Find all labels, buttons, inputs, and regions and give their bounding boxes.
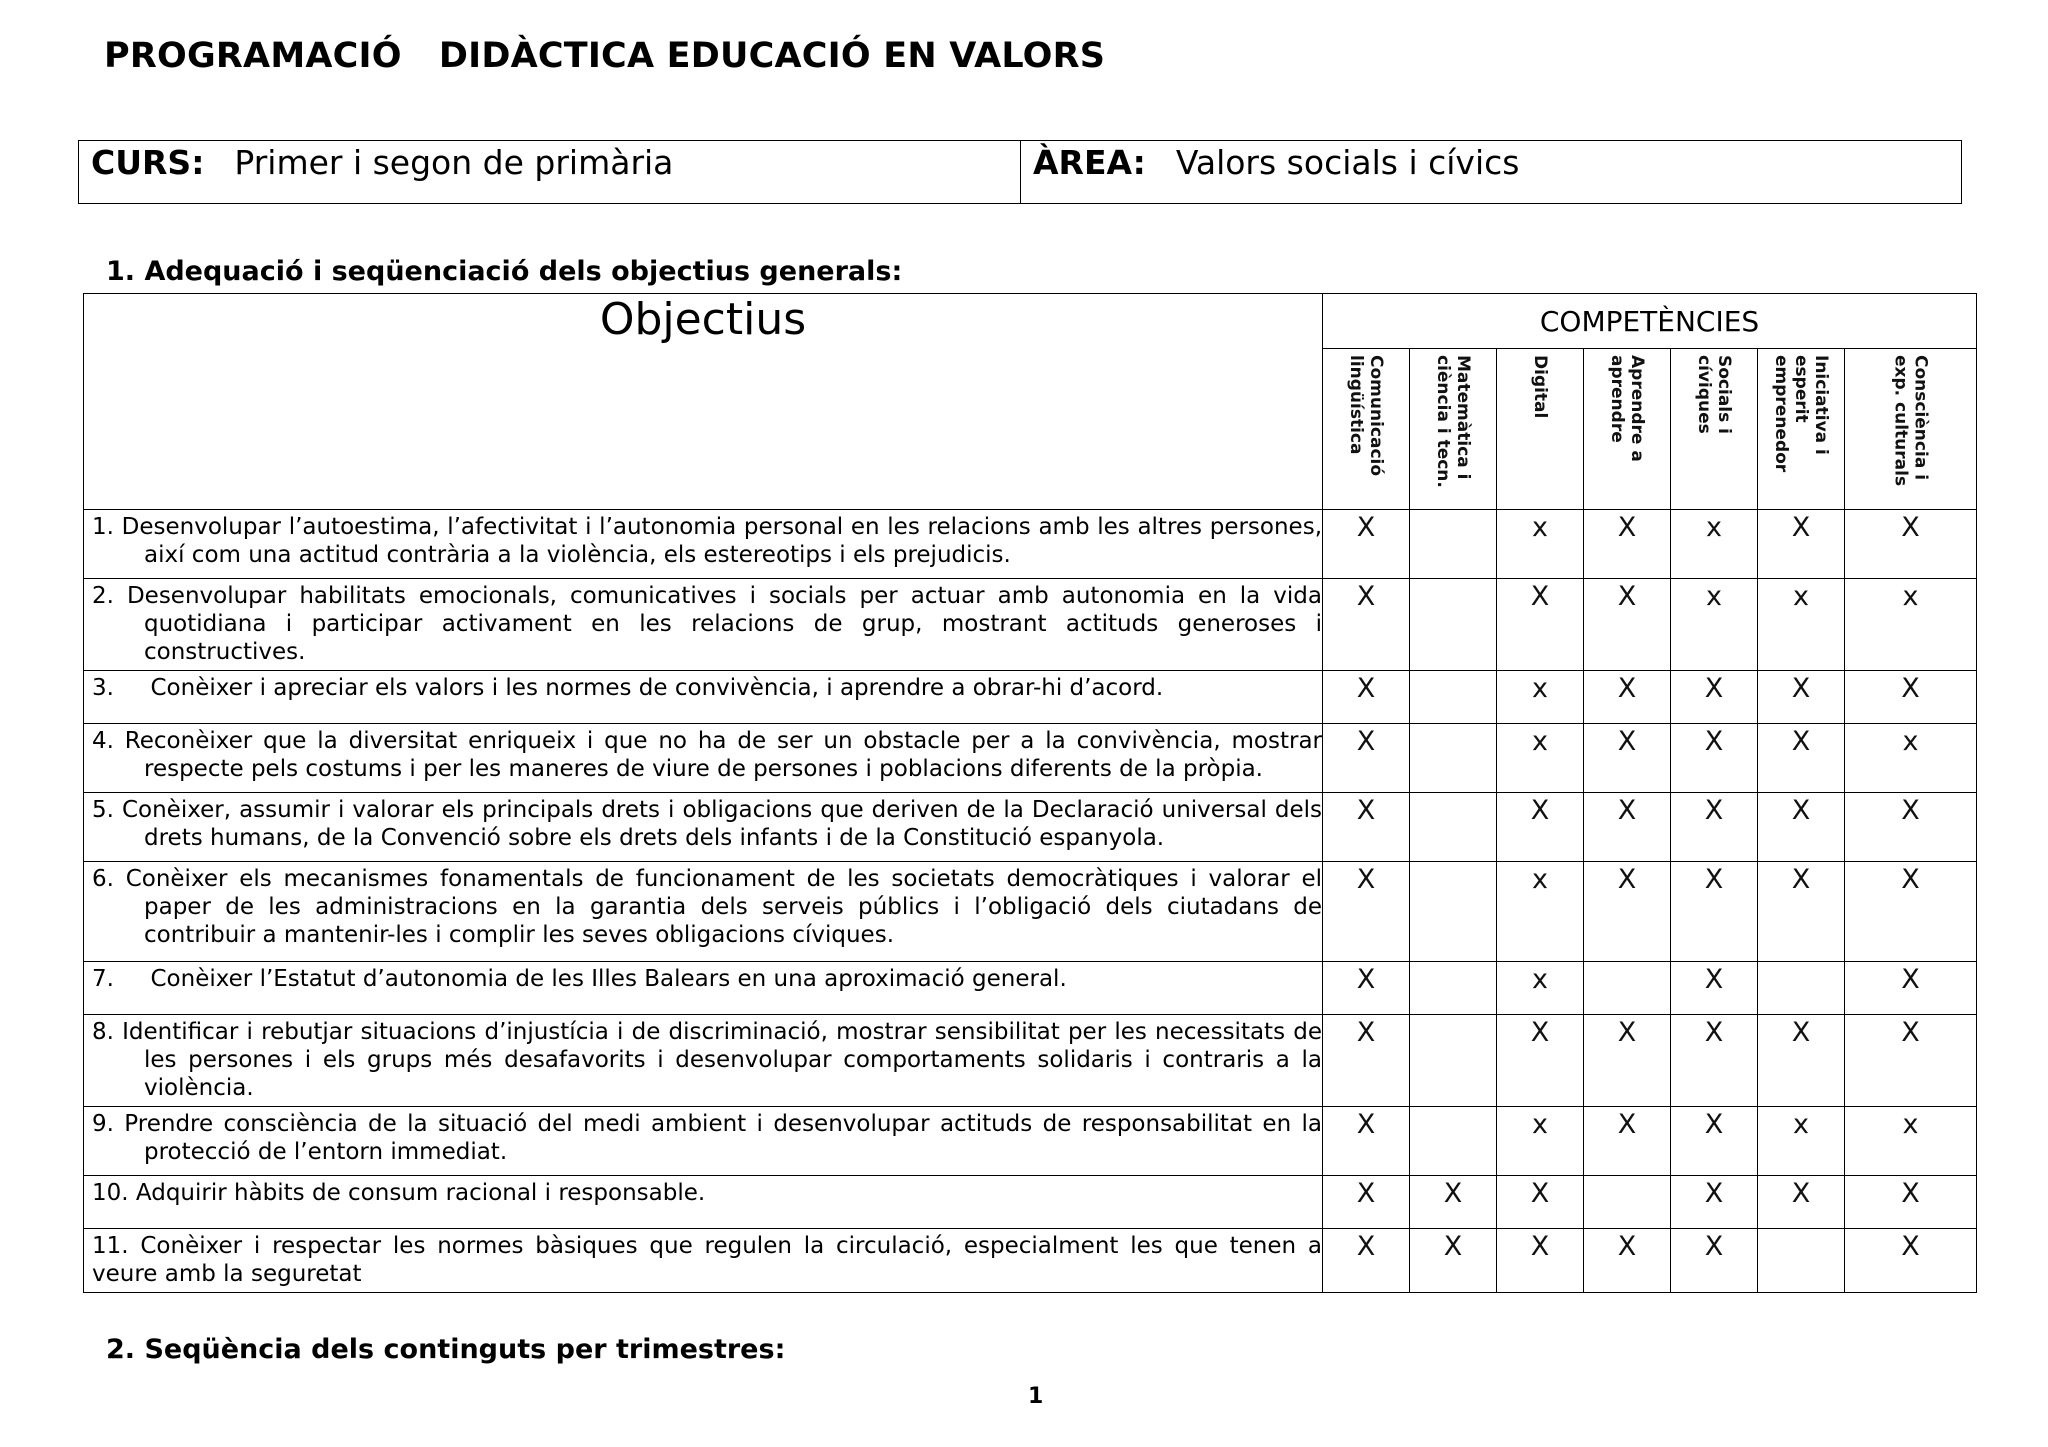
competency-mark: X [1671, 1176, 1758, 1229]
competency-mark: X [1323, 671, 1410, 724]
competency-mark: X [1410, 1229, 1497, 1293]
competency-label: Comunicació lingüística [1346, 355, 1386, 477]
objective-text: 6. Conèixer els mecanismes fonamentals de funcionament de les societats democràtiques i valorar el paper de les administracions en la garantia dels serveis públics i l’obligació dels ciutadans de contribuir a mantenir-les i complir les seves obligacions cíviques. [92, 866, 1322, 948]
competency-mark: X [1323, 724, 1410, 793]
competency-header [1323, 349, 1410, 510]
competency-mark: X [1845, 793, 1977, 862]
competency-label: Socials i cíviques [1694, 355, 1734, 434]
competency-mark: X [1845, 962, 1977, 1015]
competency-mark: X [1497, 1176, 1584, 1229]
competency-mark: x [1671, 579, 1758, 671]
competency-label: Matemàtica i ciència i tecn. [1433, 355, 1473, 488]
competency-mark: X [1845, 1015, 1977, 1107]
course-label: CURS: [91, 143, 205, 182]
competency-mark: X [1584, 510, 1671, 579]
competency-mark: x [1497, 510, 1584, 579]
area-label: ÀREA: [1033, 143, 1146, 182]
competency-mark: x [1671, 510, 1758, 579]
competency-mark: X [1323, 1107, 1410, 1176]
competency-header [1671, 349, 1758, 510]
objective-row [84, 962, 1977, 1015]
section-1-heading: 1. Adequació i seqüenciació dels objectius generals: [106, 256, 903, 287]
competency-mark [1758, 1229, 1845, 1293]
competency-mark: X [1323, 862, 1410, 962]
competency-mark [1410, 671, 1497, 724]
course-info-table [78, 140, 1962, 204]
objective-text: 4. Reconèixer que la diversitat enriqueix i que no ha de ser un obstacle per a la convivència, mostrar respecte pels costums i per les maneres de viure de persones i poblacions diferents de la pròpia. [92, 728, 1322, 782]
competency-label: Aprendre a aprendre [1607, 355, 1647, 462]
competencies-header: COMPETÈNCIES [1323, 294, 1977, 349]
competency-mark [1410, 1015, 1497, 1107]
objective-text-cell [84, 510, 1323, 579]
competency-mark: X [1758, 1015, 1845, 1107]
competency-mark: X [1671, 1107, 1758, 1176]
objectives-body [84, 510, 1977, 1293]
course-value: Primer i segon de primària [234, 143, 674, 182]
competency-mark [1584, 962, 1671, 1015]
objective-text: 1. Desenvolupar l’autoestima, l’afectivitat i l’autonomia personal en les relacions amb les altres persones, així com una actitud contrària a la violència, els estereotips i els prejudicis. [92, 514, 1322, 568]
objective-row [84, 1015, 1977, 1107]
competency-mark: X [1671, 671, 1758, 724]
objectives-header-cell [84, 294, 1323, 510]
objective-text: 8. Identificar i rebutjar situacions d’injustícia i de discriminació, mostrar sensibilitat per les necessitats de les persones i els grups més desafavorits i desenvolupar comportaments solidaris i contraris a la violència. [92, 1019, 1322, 1101]
competency-mark: x [1497, 862, 1584, 962]
competency-mark: X [1671, 793, 1758, 862]
objective-row [84, 510, 1977, 579]
objective-text: 10. Adquirir hàbits de consum racional i responsable. [92, 1180, 706, 1206]
competency-mark: X [1671, 724, 1758, 793]
section-2-heading: 2. Seqüència dels continguts per trimestres: [106, 1334, 786, 1365]
competency-mark [1410, 510, 1497, 579]
competency-mark: X [1323, 1229, 1410, 1293]
competency-mark: X [1584, 671, 1671, 724]
competency-mark: X [1323, 962, 1410, 1015]
competency-mark: x [1758, 579, 1845, 671]
objective-row [84, 671, 1977, 724]
competency-mark: X [1584, 793, 1671, 862]
competency-mark: X [1845, 510, 1977, 579]
competency-mark: X [1584, 724, 1671, 793]
competency-header [1410, 349, 1497, 510]
competency-mark: X [1497, 1229, 1584, 1293]
objective-row [84, 1176, 1977, 1229]
competency-mark: X [1323, 793, 1410, 862]
objective-text: 3. Conèixer i apreciar els valors i les normes de convivència, i aprendre a obrar-hi d’acord. [92, 675, 1164, 701]
objective-text-cell [84, 579, 1323, 671]
objective-row [84, 1229, 1977, 1293]
objective-row [84, 579, 1977, 671]
competency-mark: X [1584, 579, 1671, 671]
objective-row [84, 793, 1977, 862]
competency-header [1497, 349, 1584, 510]
competency-mark [1410, 862, 1497, 962]
competency-header [1845, 349, 1977, 510]
competency-header [1584, 349, 1671, 510]
objective-text-cell [84, 862, 1323, 962]
competency-mark: X [1497, 579, 1584, 671]
competency-mark: X [1845, 1176, 1977, 1229]
objective-text-cell [84, 724, 1323, 793]
competency-mark: X [1758, 793, 1845, 862]
objective-text-cell [84, 1015, 1323, 1107]
competency-mark: X [1845, 1229, 1977, 1293]
competency-mark: X [1671, 1015, 1758, 1107]
competency-mark: X [1323, 579, 1410, 671]
competency-mark: X [1323, 510, 1410, 579]
competency-mark: X [1758, 1176, 1845, 1229]
competency-mark: X [1845, 671, 1977, 724]
objective-text-cell [84, 962, 1323, 1015]
competency-mark: X [1758, 862, 1845, 962]
objectives-header: Objectius [599, 294, 807, 345]
objective-text-cell [84, 793, 1323, 862]
competency-mark: X [1323, 1015, 1410, 1107]
objectives-table [83, 293, 1977, 1293]
competency-label: Digital [1530, 355, 1550, 419]
competency-mark: X [1584, 1107, 1671, 1176]
objective-text-cell [84, 671, 1323, 724]
objective-text-cell [84, 1229, 1323, 1293]
competency-mark [1410, 1107, 1497, 1176]
competency-mark [1758, 962, 1845, 1015]
competency-mark [1410, 579, 1497, 671]
objective-text: 7. Conèixer l’Estatut d’autonomia de les Illes Balears en una aproximació general. [92, 966, 1067, 992]
competency-mark: X [1845, 862, 1977, 962]
competency-mark: X [1497, 1015, 1584, 1107]
competency-mark: X [1671, 962, 1758, 1015]
page-number: 1 [1028, 1384, 1044, 1409]
competency-mark: x [1497, 1107, 1584, 1176]
competency-mark: X [1584, 862, 1671, 962]
competency-mark: x [1845, 1107, 1977, 1176]
objective-text: 9. Prendre consciència de la situació del medi ambient i desenvolupar actituds de responsabilitat en la protecció de l’entorn immediat. [92, 1111, 1322, 1165]
objective-text: 2. Desenvolupar habilitats emocionals, comunicatives i socials per actuar amb autonomia en la vida quotidiana i participar activament en les relacions de grup, mostrant actituds generoses i constructives. [92, 583, 1322, 665]
document-title: PROGRAMACIÓ DIDÀCTICA EDUCACIÓ EN VALORS [104, 36, 1106, 76]
course-cell [79, 141, 1021, 204]
competency-header [1758, 349, 1845, 510]
competency-label: Consciència i exp. culturals [1890, 355, 1931, 487]
competency-mark: x [1845, 579, 1977, 671]
competency-mark [1410, 793, 1497, 862]
area-value: Valors socials i cívics [1175, 143, 1520, 182]
competency-mark: X [1323, 1176, 1410, 1229]
competency-mark: X [1758, 724, 1845, 793]
competency-mark: X [1584, 1229, 1671, 1293]
competency-mark: x [1845, 724, 1977, 793]
competency-mark: x [1497, 724, 1584, 793]
competency-mark [1584, 1176, 1671, 1229]
competency-mark: X [1671, 862, 1758, 962]
competency-mark: X [1671, 1229, 1758, 1293]
competency-mark: x [1758, 1107, 1845, 1176]
competency-label: Iniciativa i esperit emprenedor [1771, 355, 1831, 473]
objective-row [84, 724, 1977, 793]
objective-text: 11. Conèixer i respectar les normes bàsiques que regulen la circulació, especialment les que tenen a veure amb la seguretat [92, 1233, 1322, 1287]
competency-mark: X [1497, 793, 1584, 862]
competency-mark: X [1410, 1176, 1497, 1229]
competency-mark: x [1497, 962, 1584, 1015]
objective-row [84, 1107, 1977, 1176]
objective-text: 5. Conèixer, assumir i valorar els principals drets i obligacions que deriven de la Declaració universal dels drets humans, de la Convenció sobre els drets dels infants i de la Constitució espanyola. [92, 797, 1322, 851]
competency-mark [1410, 724, 1497, 793]
competency-mark: X [1758, 510, 1845, 579]
competency-mark [1410, 962, 1497, 1015]
area-cell [1021, 141, 1962, 204]
objective-row [84, 862, 1977, 962]
competency-mark: X [1758, 671, 1845, 724]
competency-mark: x [1497, 671, 1584, 724]
objective-text-cell [84, 1107, 1323, 1176]
objective-text-cell [84, 1176, 1323, 1229]
competency-mark: X [1584, 1015, 1671, 1107]
